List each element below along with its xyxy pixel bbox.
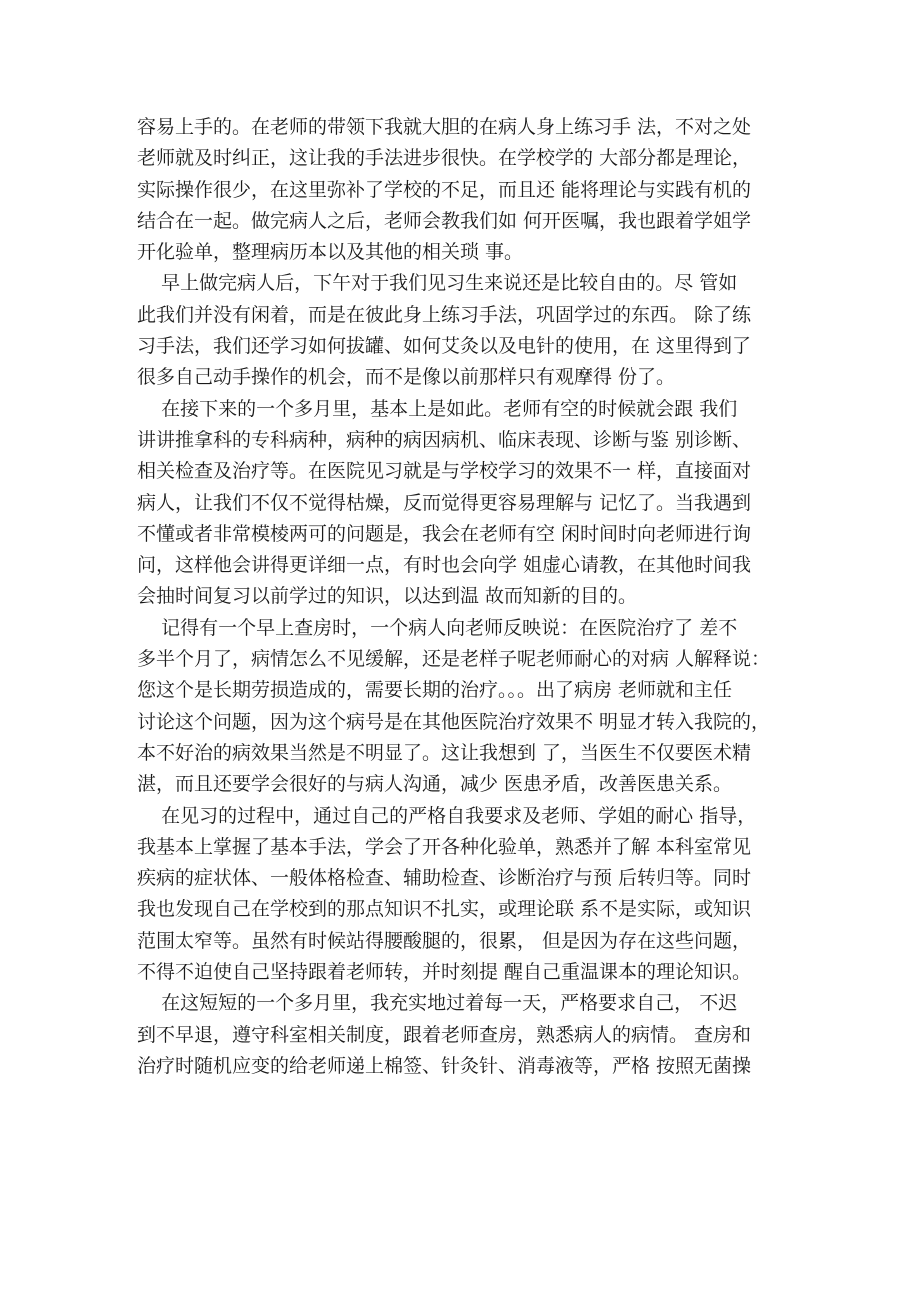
text-line: 不懂或者非常模棱两可的问题是，我会在老师有空 闲时间时向老师进行询 <box>137 522 752 545</box>
text-line: 到不早退，遵守科室相关制度，跟着老师查房，熟悉病人的病情。 查房和 <box>137 1023 752 1046</box>
text-line: 在见习的过程中，通过自己的严格自我要求及老师、学姐的耐心 指导， <box>137 804 757 827</box>
text-line: 本不好治的病效果当然是不明显了。这让我想到 了，当医生不仅要医术精 <box>137 741 752 764</box>
document-body <box>137 112 797 1082</box>
text-line: 在接下来的一个多月里，基本上是如此。老师有空的时候就会跟 我们 <box>137 397 738 420</box>
text-line: 实际操作很少，在这里弥补了学校的不足，而且还 能将理论与实践有机的 <box>137 178 752 201</box>
text-line: 习手法，我们还学习如何拔罐、如何艾灸以及电针的使用，在 这里得到了 <box>137 335 752 358</box>
text-line: 在这短短的一个多月里，我充实地过着每一天，严格要求自己， 不迟 <box>137 992 738 1015</box>
text-line: 会抽时间复习以前学过的知识，以达到温 故而知新的目的。 <box>137 585 638 608</box>
text-line: 讲讲推拿科的专科病种，病种的病因病机、临床表现、诊断与鉴 别诊断、 <box>137 428 752 451</box>
text-line: 此我们并没有闲着，而是在彼此身上练习手法，巩固学过的东西。 除了练 <box>137 303 752 326</box>
text-line: 记得有一个早上查房时，一个病人向老师反映说：在医院治疗了 差不 <box>137 616 738 639</box>
text-line: 多半个月了，病情怎么不见缓解，还是老样子呢老师耐心的对病 人解释说： <box>137 648 771 671</box>
text-line: 容易上手的。在老师的带领下我就大胆的在病人身上练习手 法，不对之处 <box>137 116 752 138</box>
text-line: 很多自己动手操作的机会，而不是像以前那样只有观摩得 份了。 <box>137 366 676 389</box>
text-line: 结合在一起。做完病人之后，老师会教我们如 何开医嘱，我也跟着学姐学 <box>137 209 752 232</box>
text-line: 范围太窄等。虽然有时候站得腰酸腿的，很累， 但是因为存在这些问题， <box>137 929 752 952</box>
text-line: 您这个是长期劳损造成的，需要长期的治疗。。。出了病房 老师就和主任 <box>137 679 733 702</box>
text-line: 疾病的症状体、一般体格检查、辅助检查、诊断治疗与预 后转归等。同时 <box>137 867 752 890</box>
text-line: 病人，让我们不仅不觉得枯燥，反而觉得更容易理解与 记忆了。当我遇到 <box>137 491 752 514</box>
text-line: 讨论这个问题，因为这个病号是在其他医院治疗效果不 明显才转入我院的， <box>137 710 771 733</box>
text-line: 治疗时随机应变的给老师递上棉签、针灸针、消毒液等，严格 按照无菌操 <box>137 1054 752 1077</box>
text-line: 不得不迫使自己坚持跟着老师转，并时刻提 醒自己重温课本的理论知识。 <box>137 961 752 984</box>
text-line: 我也发现自己在学校到的那点知识不扎实，或理论联 系不是实际，或知识 <box>137 898 752 921</box>
text-line: 开化验单，整理病历本以及其他的相关琐 事。 <box>137 241 524 264</box>
text-line: 老师就及时纠正，这让我的手法进步很快。在学校学的 大部分都是理论， <box>137 147 752 170</box>
text-line: 湛，而且还要学会很好的与病人沟通，减少 医患矛盾，改善医患关系。 <box>137 773 733 796</box>
text-line: 相关检查及治疗等。在医院见习就是与学校学习的效果不一 样，直接面对 <box>137 460 752 483</box>
text-line: 我基本上掌握了基本手法，学会了开各种化验单，熟悉并了解 本科室常见 <box>137 835 752 858</box>
text-line: 早上做完病人后，下午对于我们见习生来说还是比较自由的。尽 管如 <box>137 272 738 295</box>
text-line: 问，这样他会讲得更详细一点，有时也会向学 姐虚心请教，在其他时间我 <box>137 554 752 577</box>
